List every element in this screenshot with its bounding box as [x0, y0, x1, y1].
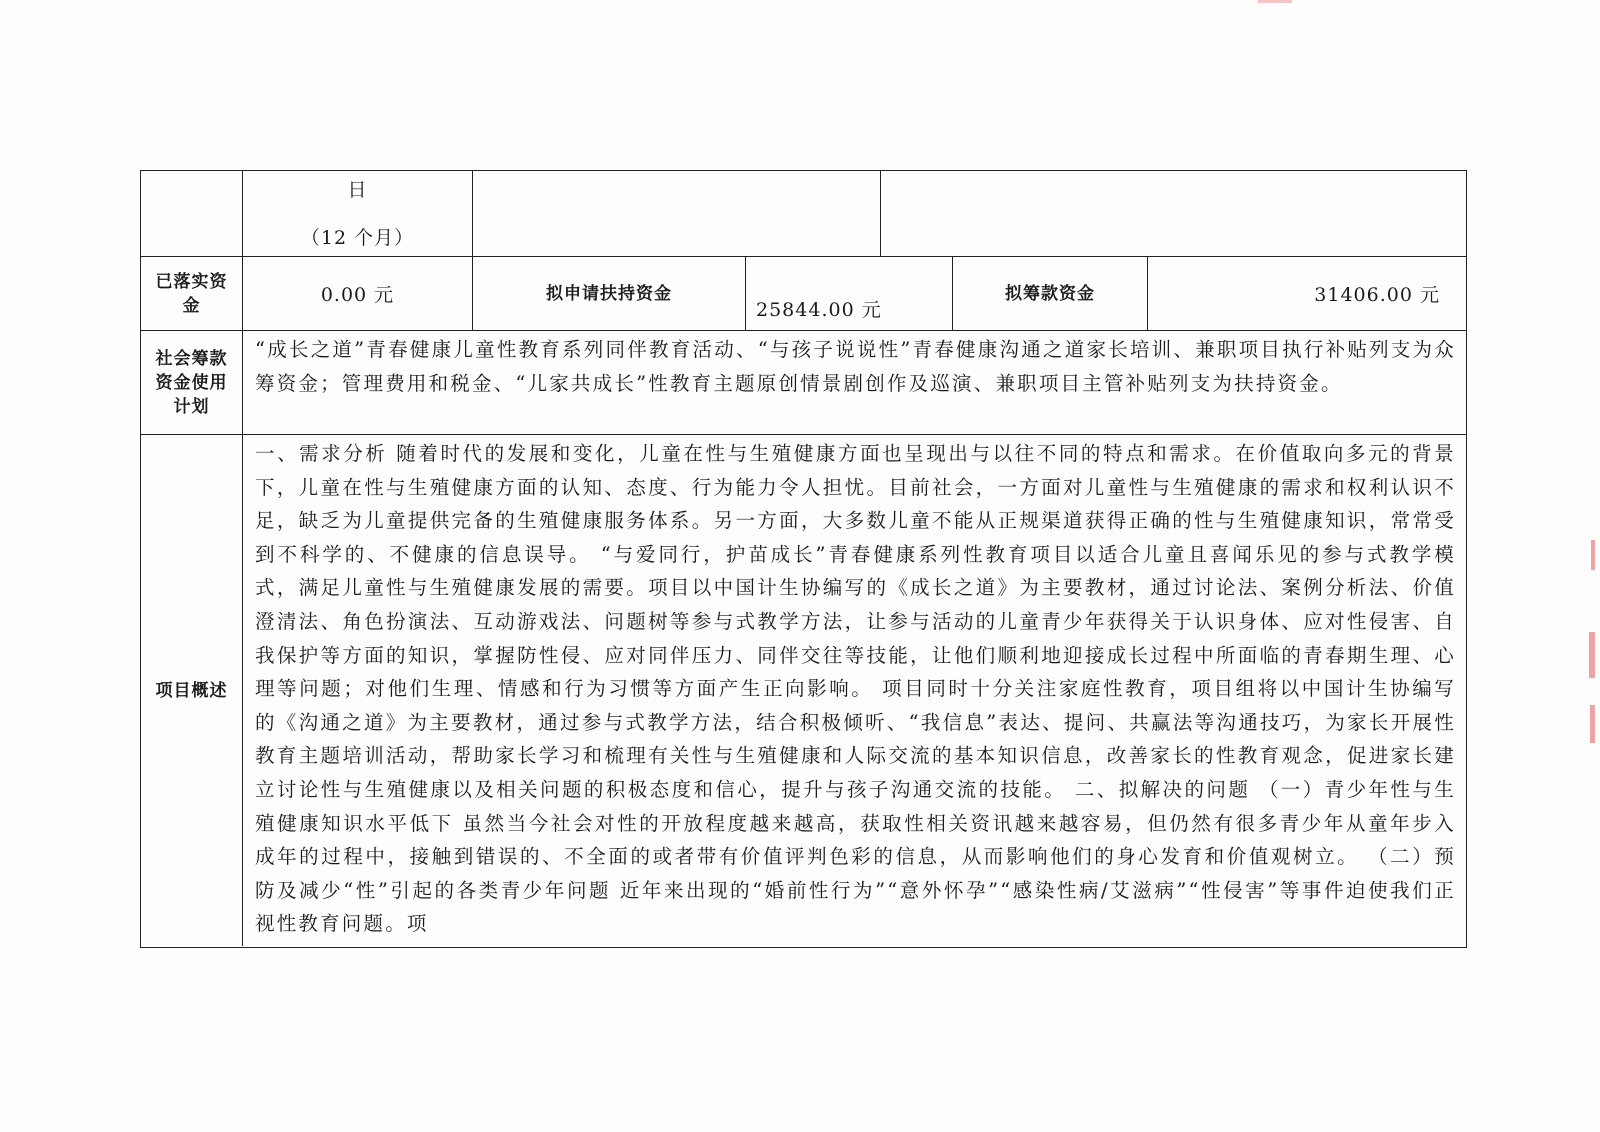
support-funds-value-cell	[746, 257, 953, 331]
secured-funds-label: 已落实资金	[155, 271, 228, 316]
overview-text: 一、需求分析 随着时代的发展和变化，儿童在性与生殖健康方面也呈现出与以往不同的特点和需求。在价值取向多元的背景下，儿童在性与生殖健康方面的认知、态度、行为能力令人担忧。目前社会，一方面对儿童性与生殖健康的需求和权利认识不足，缺乏为儿童提供完备的生殖健康服务体系。另一方面，大多数儿童不能从正规渠道获得正确的性与生殖健康知识，常常受到不科学的、不健康的信息误导。 “与爱同行，护苗成长”青春健康系列性教育项目以适合儿童且喜闻乐见的参与式教学模式，满足儿童性与生殖健康发展的需要。项目以中国计生协编写的《成长之道》为主要教材，通过讨论法、案例分析法、价值澄清法、角色扮演法、互动游戏法、问题树等参与式教学方法，让参与活动的儿童青少年获得关于认识身体、应对性侵害、自我保护等方面的知识，掌握防性侵、应对同伴压力、同伴交往等技能，让他们顺利地迎接成长过程中所面临的青春期生理、心理等问题；对他们生理、情感和行为习惯等方面产生正向影响。 项目同时十分关注家庭性教育，项目组将以中国计生协编写的《沟通之道》为主要教材，通过参与式教学方法，结合积极倾听、“我信息”表达、提问、共赢法等沟通技巧，为家长开展性教育主题培训活动，帮助家长学习和梳理有关性与生殖健康和人际交流的基本知识信息，改善家长的性教育观念，促进家长建立讨论性与生殖健康以及相关问题的积极态度和信心，提升与孩子沟通交流的技能。 二、拟解决的问题 （一）青少年性与生殖健康知识水平低下 虽然当今社会对性的开放程度越来越高，获取性相关资讯越来越容易，但仍然有很多青少年从童年步入成年的过程中，接触到错误的、不全面的或者带有价值评判色彩的信息，从而影响他们的身心发育和价值观树立。 （二）预防及减少“性”引起的各类青少年问题 近年来出现的“婚前性行为”“意外怀孕”“感染性病/艾滋病”“性侵害”等事件迫使我们正视性教育问题。项	[255, 442, 1456, 936]
usage-plan-label: 社会筹款资金使用计划	[155, 348, 228, 417]
support-funds-value: 25844.00 元	[756, 299, 882, 321]
overview-label: 项目概述	[155, 680, 228, 701]
usage-plan-label-cell	[141, 331, 243, 435]
overview-text-cell	[243, 435, 1466, 946]
support-funds-label: 拟申请扶持资金	[546, 283, 672, 304]
secured-funds-label-cell	[141, 257, 243, 331]
raise-funds-value: 31406.00 元	[1314, 284, 1440, 306]
period-value-cell	[243, 171, 473, 257]
secured-funds-value-cell	[243, 257, 473, 331]
raise-funds-value-cell	[1148, 257, 1466, 331]
support-funds-label-cell	[473, 257, 746, 331]
raise-funds-label: 拟筹款资金	[1005, 283, 1095, 304]
usage-plan-text-cell	[243, 331, 1466, 435]
empty-cell	[473, 171, 881, 257]
raise-funds-label-cell	[953, 257, 1148, 331]
project-form-table	[140, 170, 1467, 948]
red-stamp-edge-mark	[1591, 540, 1595, 570]
secured-funds-value: 0.00 元	[320, 284, 395, 306]
overview-label-cell	[141, 435, 243, 946]
period-label-cell	[141, 171, 243, 257]
red-stamp-edge-mark	[1589, 632, 1595, 678]
empty-cell	[881, 171, 1466, 257]
red-stamp-edge-mark	[1590, 705, 1595, 743]
usage-plan-text: “成长之道”青春健康儿童性教育系列同伴教育活动、“与孩子说说性”青春健康沟通之道家长培训、兼职项目执行补贴列支为众筹资金；管理费用和税金、“儿家共成长”性教育主题原创情景剧创作及巡演、兼职项目主管补贴列支为扶持资金。	[255, 338, 1456, 395]
red-stamp-edge-mark	[1258, 0, 1292, 3]
period-date-tail: 日	[347, 179, 368, 201]
period-duration: （12 个月）	[300, 227, 415, 249]
